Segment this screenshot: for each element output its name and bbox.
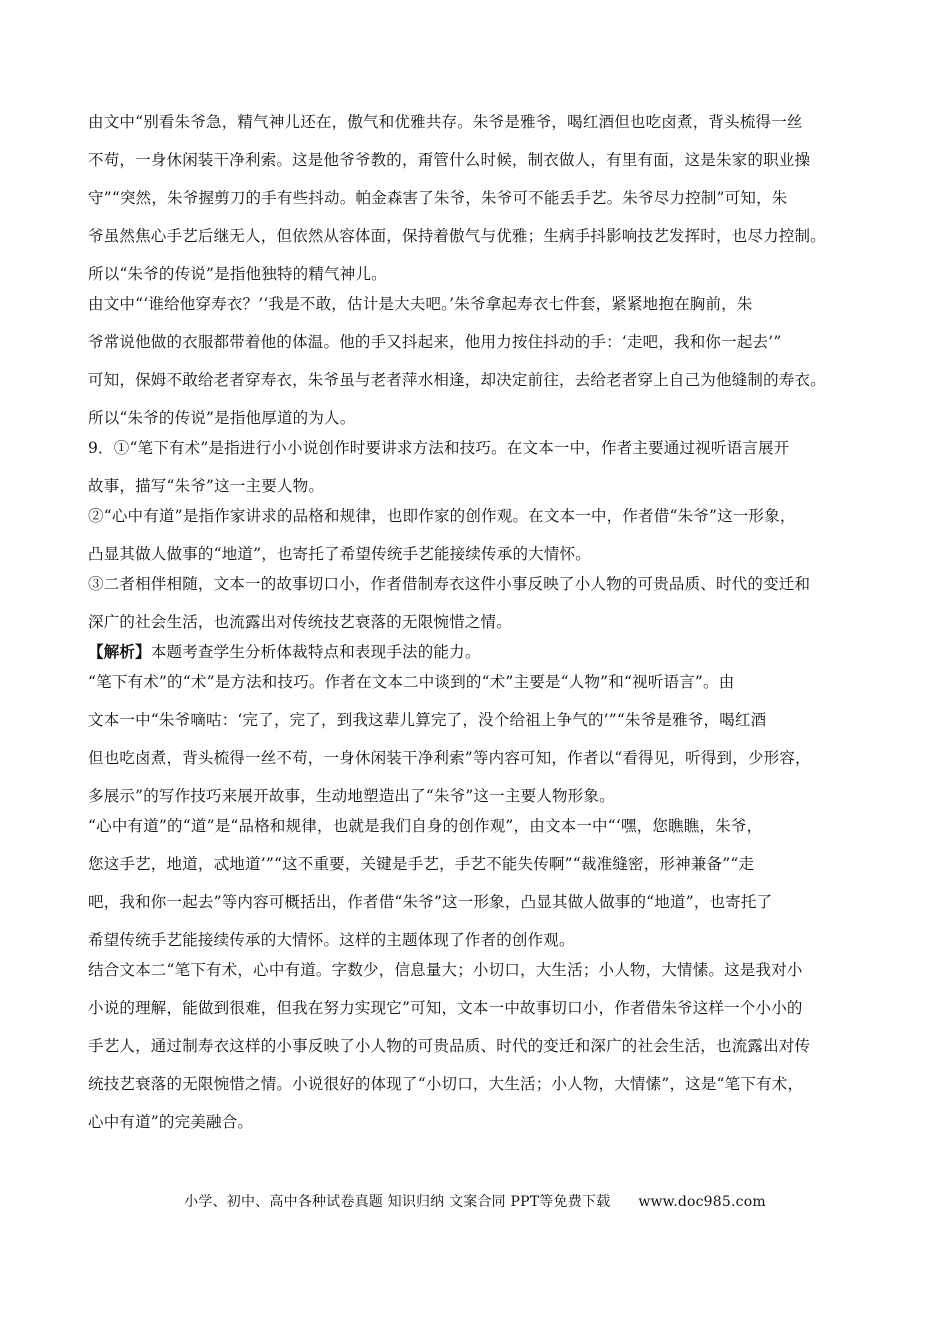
text-line: 凸显其做人做事的“地道”，也寄托了希望传统手艺能接续传承的大情怀。 xyxy=(88,545,591,563)
text-line: “心中有道”的“道”是“品格和规律，也就是我们自身的创作观”，由文本一中“‘嘿，您瞧瞧，朱爷， xyxy=(88,817,763,835)
analysis-heading xyxy=(88,642,866,662)
text-line: 但也吃卤煮，背头梳得一丝不苟，一身休闲装干净利索”等内容可知，作者以“看得见，听得到，少形容， xyxy=(88,749,811,767)
text-line: 您这手艺，地道，忒地道’”“这不重要，关键是手艺，手艺不能失传啊”“裁准缝密，形神兼备”“走 xyxy=(88,855,755,873)
text-line: 多展示”的写作技巧来展开故事，生动地塑造出了“朱爷”这一主要人物形象。 xyxy=(88,787,615,805)
analysis-paragraph-1 xyxy=(88,672,866,806)
text-line: 故事，描写“朱爷”这一主要人物。 xyxy=(88,477,325,495)
text-line: 结合文本二“笔下有术，心中有道。字数少，信息量大；小切口，大生活；小人物，大情愫。这是我对小 xyxy=(88,961,803,979)
text-line: 文本一中“朱爷嘀咕：‘完了，完了，到我这辈儿算完了，没个给祖上争气的’”“朱爷是雅爷，喝红酒 xyxy=(88,711,767,729)
analysis-paragraph-3 xyxy=(88,960,866,1132)
analysis-paragraph-2 xyxy=(88,816,866,950)
text-line: 心中有道”的完美融合。 xyxy=(88,1113,254,1131)
text-line: 爷常说他做的衣服都带着他的体温。他的手又抖起来，他用力按住抖动的手：‘走吧，我和你一起去’” xyxy=(88,333,782,351)
text-line: 不苟，一身休闲装干净利索。这是他爷爷教的，甭管什么时候，制衣做人，有里有面，这是朱家的职业操 xyxy=(88,151,811,169)
document-body xyxy=(88,112,866,1132)
page-footer xyxy=(0,1192,950,1212)
text-line: 深广的社会生活，也流露出对传统技艺衰落的无限惋惜之情。 xyxy=(88,613,512,631)
text-line: 爷虽然焦心手艺后继无人，但依然从容体面，保持着傲气与优雅；生病手抖影响技艺发挥时，也尽力控制。 xyxy=(88,227,826,245)
analysis-intro: 本题考查学生分析体裁特点和表现手法的能力。 xyxy=(150,643,481,661)
text-line: “笔下有术”的“术”是方法和技巧。作者在文本二中谈到的“术”主要是“人物”和“视听语言”。由 xyxy=(88,673,735,691)
text-line: 9．①“笔下有术”是指进行小小说创作时要讲求方法和技巧。在文本一中，作者主要通过视听语言展开 xyxy=(88,439,790,457)
answer-9-part-1 xyxy=(88,438,866,496)
text-line: ②“心中有道”是指作家讲求的品格和规律，也即作家的创作观。在文本一中，作者借“朱爷”这一形象， xyxy=(88,507,796,525)
text-line: 可知，保姆不敢给老者穿寿衣，朱爷虽与老者萍水相逢，却决定前往，去给老者穿上自己为他缝制的寿衣。 xyxy=(88,371,826,389)
analysis-label: 【解析】 xyxy=(88,642,151,661)
text-line: 吧，我和你一起去”等内容可概括出，作者借“朱爷”这一形象，凸显其做人做事的“地道”，也寄托了 xyxy=(88,893,773,911)
text-line: 所以“朱爷的传说”是指他独特的精气神儿。 xyxy=(88,265,387,283)
text-line: 希望传统手艺能接续传承的大情怀。这样的主题体现了作者的创作观。 xyxy=(88,931,575,949)
answer-9-part-3 xyxy=(88,574,866,632)
text-line: 由文中“‘谁给他穿寿衣？’‘我是不敢，估计是大夫吧。’朱爷拿起寿衣七件套，紧紧地抱在胸前，朱 xyxy=(88,295,753,313)
paragraph-2 xyxy=(88,294,866,428)
text-line: 手艺人，通过制寿衣这样的小事反映了小人物的可贵品质、时代的变迁和深广的社会生活，也流露出对传 xyxy=(88,1037,811,1055)
text-line: 小说的理解，能做到很难，但我在努力实现它”可知，文本一中故事切口小，作者借朱爷这样一个小小的 xyxy=(88,999,803,1017)
text-line: 守”“突然，朱爷握剪刀的手有些抖动。帕金森害了朱爷，朱爷可不能丢手艺。朱爷尽力控制”可知，朱 xyxy=(88,189,788,207)
footer-url[interactable]: www.doc985.com xyxy=(638,1194,766,1210)
text-line: 所以“朱爷的传说”是指他厚道的为人。 xyxy=(88,409,356,427)
text-line: 统技艺衰落的无限惋惜之情。小说很好的体现了“小切口，大生活；小人物，大情愫”，这是“笔下有术， xyxy=(88,1075,804,1093)
footer-text: 小学、初中、高中各种试卷真题 知识归纳 文案合同 PPT等免费下载 xyxy=(184,1194,611,1210)
text-line: 由文中“别看朱爷急，精气神儿还在，傲气和优雅共存。朱爷是雅爷，喝红酒但也吃卤煮，背头梳得一丝 xyxy=(88,113,803,131)
text-line: ③二者相伴相随，文本一的故事切口小，作者借制寿衣这件小事反映了小人物的可贵品质、时代的变迁和 xyxy=(88,575,811,593)
answer-9-part-2 xyxy=(88,506,866,564)
paragraph-1 xyxy=(88,112,866,284)
